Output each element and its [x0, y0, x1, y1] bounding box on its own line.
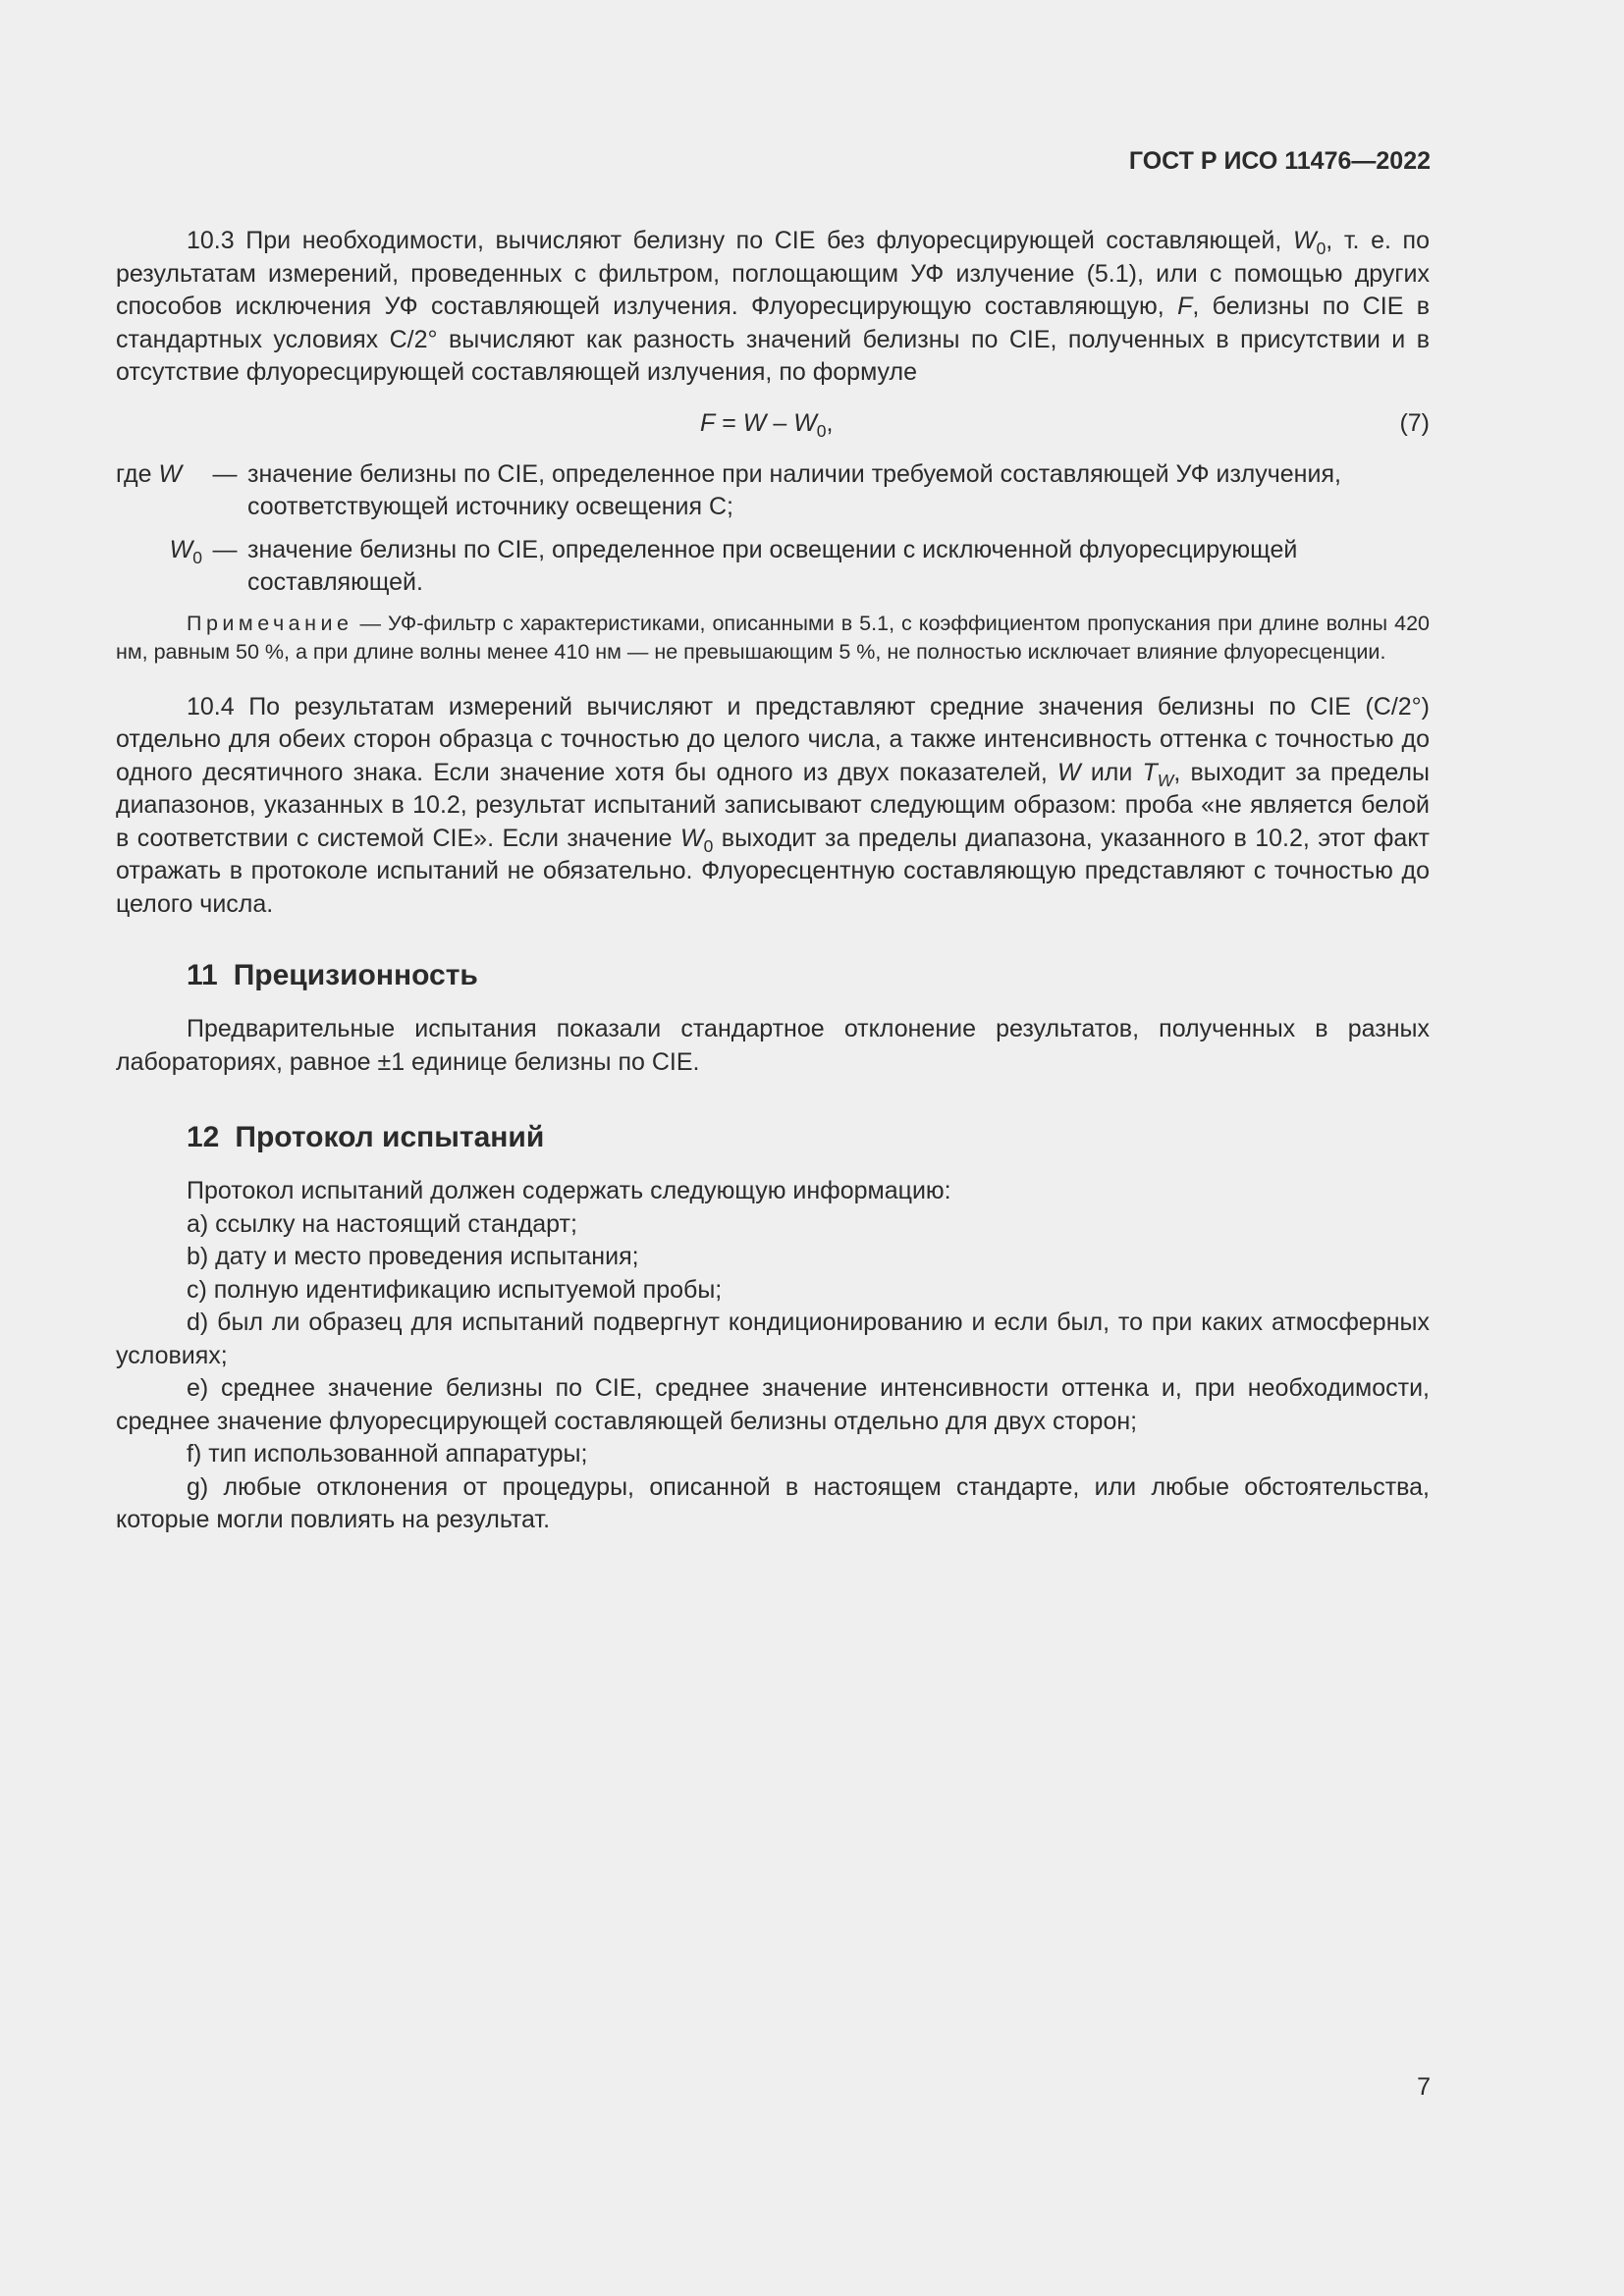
- section-number: 12: [187, 1121, 220, 1153]
- symbol-w0: W: [793, 408, 817, 437]
- where-row-w0: [116, 534, 1430, 600]
- minus-sign: –: [766, 408, 794, 437]
- where-definition: значение белизны по CIE, определенное при освещении с исключенной флуоресцирующей составляющей.: [247, 535, 1298, 596]
- symbol-f: F: [1177, 293, 1193, 320]
- equals-sign: =: [715, 408, 743, 437]
- list-item: c) полную идентификацию испытуемой пробы;: [187, 1275, 723, 1304]
- text-run: , т. е. по результатам измерений, проведенных с фильтром, поглощающим УФ излучение (5.1), или с помощью других способов исключения УФ составляющей излучения. Флуоресцирующую составляющую,: [116, 227, 1430, 320]
- section-11-heading: [187, 958, 1430, 993]
- list-item: g) любые отклонения от процедуры, описанной в настоящем стандарте, или любые обстоятельства, которые могли повлиять на результат.: [116, 1472, 1430, 1533]
- list-item: e) среднее значение белизны по CIE, среднее значение интенсивности оттенка и, при необходимости, среднее значение флуоресцирующей составляющей белизны отдельно для двух сторон;: [116, 1374, 1430, 1435]
- text-run: , белизны по CIE в стандартных условиях С/2° вычисляют как разность значений белизны по CIE, полученных в присутствии и в отсутствие флуоресцирующей составляющей излучения, по формуле: [116, 293, 1431, 386]
- note-label: Примечание: [187, 611, 353, 635]
- symbol-w0: W: [169, 535, 193, 563]
- subscript: 0: [703, 835, 714, 856]
- section-title: Протокол испытаний: [235, 1121, 545, 1153]
- note-text: — УФ-фильтр с характеристиками, описанными в 5.1, с коэффициентом пропускания при длине волны 420 нм, равным 50 %, а при длине волны менее 410 нм — не превышающим 5 %, не полностью исключает влияние флуоресценции.: [116, 611, 1430, 664]
- page-content: [116, 225, 1430, 1537]
- section-number: 11: [187, 959, 218, 991]
- where-row-w: [116, 458, 1430, 524]
- where-symbol: [116, 458, 202, 492]
- symbol-w: W: [1292, 227, 1317, 254]
- dash: —: [212, 459, 238, 488]
- subscript: 0: [816, 420, 827, 441]
- formula-expression: [700, 407, 833, 441]
- symbol-w: W: [158, 459, 183, 488]
- where-symbol: [116, 534, 202, 567]
- section-11-text: Предварительные испытания показали стандартное отклонение результатов, полученных в разных лабораториях, равное ±1 единице белизны по CIE.: [116, 1015, 1430, 1076]
- symbol-t: T: [1142, 758, 1158, 786]
- text-run: По результатам измерений вычисляют и представляют средние значения белизны по CIE (С/2°) отдельно для обеих сторон образца с точностью до целого числа, а также интенсивность оттенка с точностью до одного десятичного знака. Если значение хотя бы одного из двух показателей,: [116, 692, 1430, 786]
- section-title: Прецизионность: [233, 959, 478, 991]
- paragraph-10-4: [116, 691, 1430, 922]
- where-definition: значение белизны по CIE, определенное при наличии требуемой составляющей УФ излучения, соответствующей источнику освещения С;: [247, 459, 1341, 520]
- clause-number: 10.3: [187, 227, 235, 254]
- dash: —: [212, 535, 238, 563]
- section-12-heading: [187, 1120, 1430, 1155]
- where-prefix: где: [116, 459, 159, 488]
- clause-number: 10.4: [187, 692, 235, 721]
- list-intro: Протокол испытаний должен содержать следующую информацию:: [187, 1177, 951, 1204]
- document-header: ГОСТ Р ИСО 11476—2022: [1128, 147, 1431, 175]
- subscript: W: [1157, 770, 1174, 790]
- text-run: или: [1080, 758, 1143, 786]
- note: [116, 610, 1430, 667]
- symbol-f: F: [700, 408, 716, 437]
- page-number: 7: [1417, 2073, 1431, 2101]
- where-block: [116, 458, 1430, 600]
- text-run: , выходит за пределы диапазонов, указанных в 10.2, результат испытаний записывают следующим образом: проба «не является белой в соответствии с системой CIE». Если значение: [116, 758, 1430, 852]
- list-item: a) ссылку на настоящий стандарт;: [187, 1209, 577, 1238]
- punctuation: ,: [826, 408, 834, 437]
- formula-number: (7): [1399, 408, 1430, 437]
- symbol-w: W: [742, 408, 767, 437]
- text-run: выходит за пределы диапазона, указанного в 10.2, этот факт отражать в протоколе испытаний не обязательно. Флуоресцентную составляющую представляют с точностью до целого числа.: [116, 824, 1431, 918]
- formula-7: [116, 407, 1430, 441]
- protocol-list: [116, 1175, 1430, 1537]
- subscript: 0: [192, 547, 202, 567]
- symbol-w0: W: [680, 824, 704, 852]
- list-item: f) тип использованной аппаратуры;: [187, 1440, 588, 1468]
- text-run: При необходимости, вычисляют белизну по CIE без флуоресцирующей составляющей,: [245, 227, 1293, 254]
- paragraph-10-3: [116, 225, 1430, 390]
- list-item: b) дату и место проведения испытания;: [187, 1243, 639, 1270]
- list-item: d) был ли образец для испытаний подвергнут кондиционированию и если был, то при каких атмосферных условиях;: [116, 1308, 1430, 1369]
- subscript: 0: [1316, 239, 1326, 258]
- symbol-w: W: [1057, 758, 1081, 786]
